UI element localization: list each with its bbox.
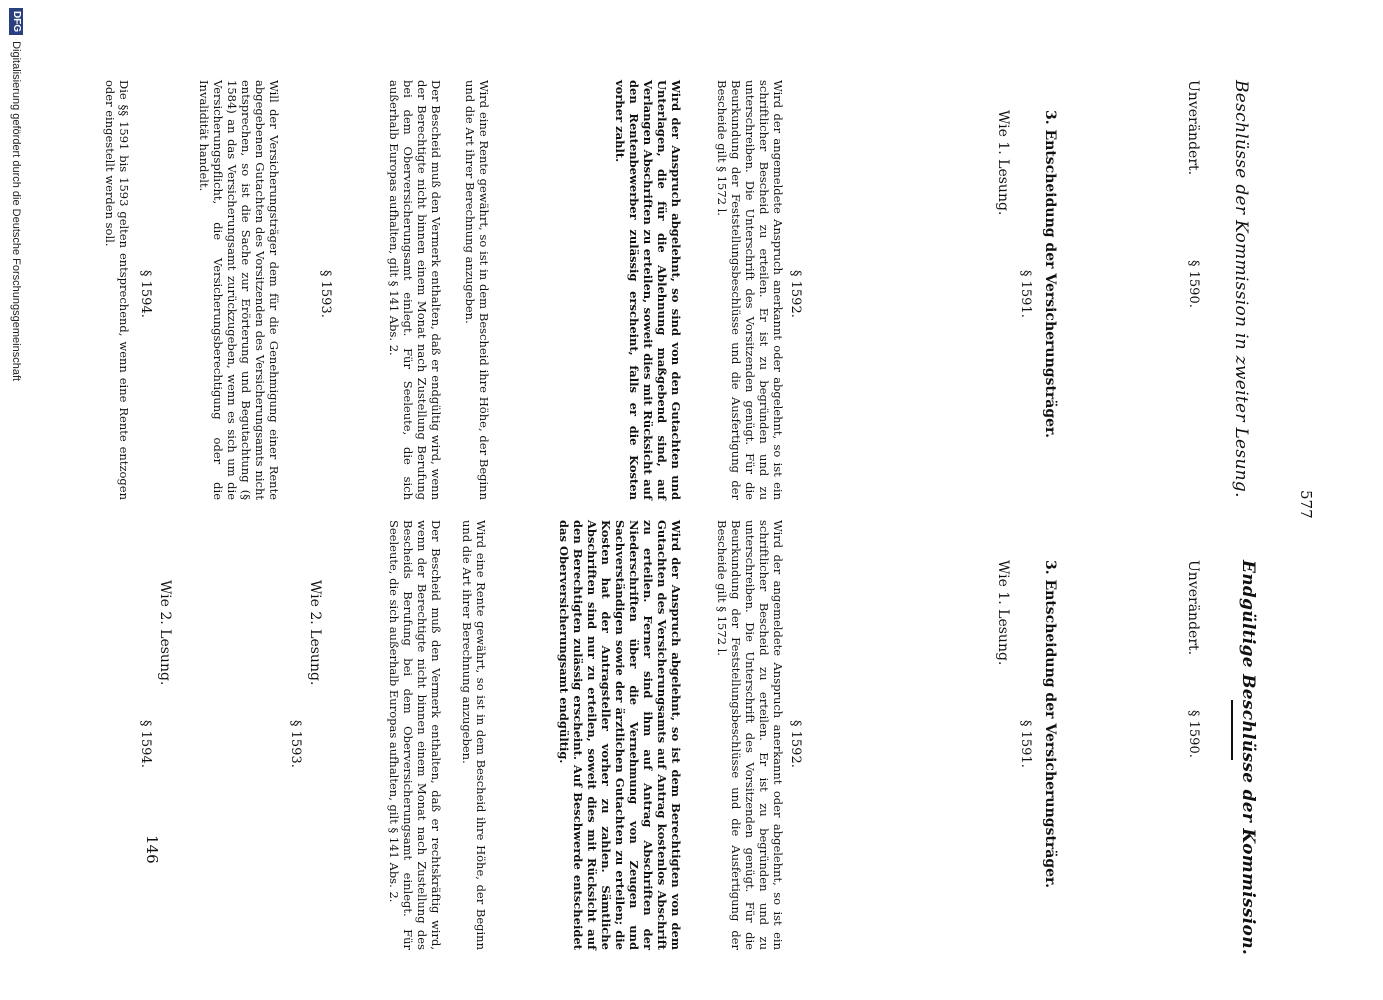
left-para-1592: Wird der angemeldete Anspruch anerkannt oder abgelehnt, so ist ein schriftlicher Bescheid zu erteilen. Er ist zu begründen und zu unterschreiben. Die Unterschrift des Vorsitzenden genügt. Für die Beurkundung der Feststellungsbeschlüsse und die Ausfertigung der Bescheide gilt § 1572 l. <box>715 80 785 500</box>
right-unveraendert: Unverändert. <box>1185 560 1201 656</box>
digitization-credit: Digitalisierung gefördert durch die Deutsche Forschungsgemeinschaft <box>10 41 22 382</box>
right-item-3-heading: 3. Entscheidung der Versicherungsträger. <box>1042 560 1058 889</box>
right-section-1592: § 1592. <box>788 720 803 768</box>
left-para-1593-c: Will der Versicherungsträger dem für die Genehmigung einer Rente abgegebenen Gutachten des Vorsitzenden des Versicherungsamts nicht entsprechen, so ist die Sache zur Erörterung und Begutachtung (§ 1584) an das Versicherungsamt zurückzugeben, wenn es sich um die Versicherungspflicht, die Versicherungsberechtigung oder die Invalidität handelt. <box>197 80 281 500</box>
left-section-1591: § 1591. <box>1018 270 1033 318</box>
left-para-1594: Die §§ 1591 bis 1593 gelten entsprechend, wenn eine Rente entzogen oder eingestellt werden soll. <box>103 80 131 500</box>
page-number-bottom: 146 <box>143 835 161 864</box>
right-section-1590: § 1590. <box>1186 710 1201 758</box>
left-unveraendert: Unverändert. <box>1185 80 1201 176</box>
digitization-footer <box>1 0 31 1000</box>
right-para-1592: Wird der angemeldete Anspruch anerkannt oder abgelehnt, so ist ein schriftlicher Bescheid zu erteilen. Er ist zu begründen und zu unterschreiben. Die Unterschrift des Vorsitzenden genügt. Für die Beurkundung der Feststellungsbeschlüsse und die Ausfertigung der Bescheide gilt § 1572 l. <box>715 520 785 950</box>
right-section-1593: § 1593. <box>288 720 303 768</box>
dfg-logo-icon: DFG <box>9 8 23 35</box>
left-item-3-heading: 3. Entscheidung der Versicherungsträger. <box>1042 110 1058 439</box>
left-column-header: Beschlüsse der Kommission in zweiter Lesung. <box>1231 80 1251 498</box>
right-section-1594: § 1594. <box>138 720 153 768</box>
left-section-1593: § 1593. <box>318 270 333 318</box>
left-section-1592: § 1592. <box>788 270 803 318</box>
left-para-1592-bold: Wird der Anspruch abgelehnt, so sind von den Gutachten und Unterlagen, die für die Ablehnung maßgebend sind, auf Verlangen Abschriften zu erteilen, soweit dies mit Rücksicht auf den Rentenbewerber zulässig erscheint, falls er die Kosten vorher zahlt. <box>613 80 683 500</box>
right-wie-1-lesung: Wie 1. Lesung. <box>995 560 1011 666</box>
right-column-header: Endgültige Beschlüsse der Kommission. <box>1238 560 1258 956</box>
right-para-1592-bold: Wird der Anspruch abgelehnt, so ist dem Berechtigten von dem Gutachten des Versicherungsamts auf Antrag kostenlos Abschrift zu erteilen. Ferner sind ihm auf Antrag Abschriften der Niederschriften über die Vernehmung von Zeugen und Sachverständigen sowie der ärztlichen Gutachten zu erteilen; die Kosten hat der Antragsteller vorher zu zahlen. Sämtliche Abschriften sind nur zu erteilen, soweit dies mit Rücksicht auf den Berechtigten zulässig erscheint. Auf Beschwerde entscheidet das Oberversicherungsamt endgültig. <box>557 520 683 950</box>
page-number-top: 577 <box>1297 490 1315 519</box>
right-wie-2-lesung-a: Wie 2. Lesung. <box>307 580 323 686</box>
left-section-1590: § 1590. <box>1186 260 1201 308</box>
right-para-1593-b: Der Bescheid muß den Vermerk enthalten, daß er rechtskräftig wird, wenn der Berechtigte nicht binnen einem Monat nach Zustellung des Bescheids Berufung bei dem Oberversicherungsamt einlegt. Für Seeleute, die sich außerhalb Europas aufhalten, gilt § 141 Abs. 2. <box>387 520 443 950</box>
header-rule <box>1231 700 1233 760</box>
left-para-1593-b: Der Bescheid muß den Vermerk enthalten, daß er endgültig wird, wenn der Berechtigte nicht binnen einem Monat nach Zustellung Berufung bei dem Oberversicherungsamt einlegt. Für Seeleute, die sich außerhalb Europas aufhalten, gilt § 141 Abs. 2. <box>387 80 443 500</box>
left-para-1593-a: Wird eine Rente gewährt, so ist in dem Bescheid ihre Höhe, der Beginn und die Art ihrer Berechnung anzugeben. <box>463 80 491 500</box>
left-section-1594: § 1594. <box>138 270 153 318</box>
right-wie-2-lesung-b: Wie 2. Lesung. <box>157 580 173 686</box>
left-wie-1-lesung: Wie 1. Lesung. <box>995 110 1011 216</box>
right-section-1591: § 1591. <box>1018 720 1033 768</box>
right-para-1593-a: Wird eine Rente gewährt, so ist in dem Bescheid ihre Höhe, der Beginn und die Art ihrer Berechnung anzugeben. <box>460 520 488 950</box>
